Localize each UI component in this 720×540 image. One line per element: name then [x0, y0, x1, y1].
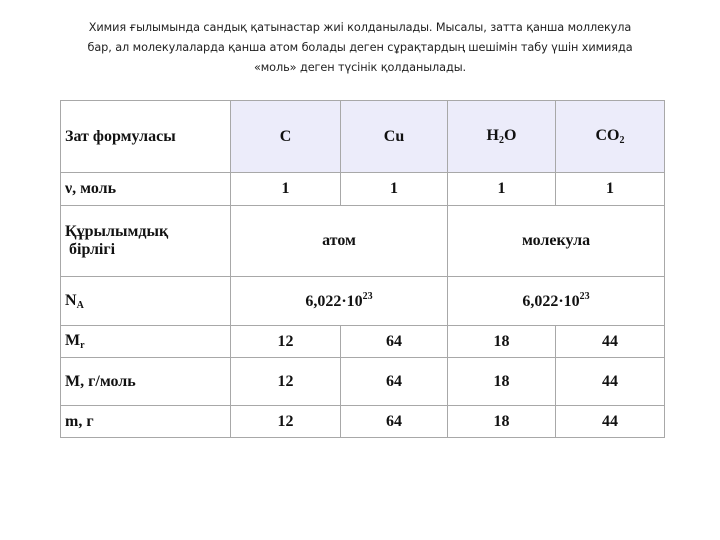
table-header-row	[61, 101, 665, 173]
cell-na-molecule	[448, 277, 665, 326]
table-row	[61, 326, 665, 358]
row-label-molar: M, г/моль	[61, 358, 231, 406]
mr-m: M	[65, 332, 81, 349]
header-c: C	[231, 101, 341, 173]
cell: 18	[448, 326, 556, 358]
h2o-o: O	[504, 127, 517, 144]
unit-label-line-2: бірлігі	[65, 241, 116, 258]
cell: 12	[231, 326, 341, 358]
na-mol-exp: 23	[579, 291, 590, 302]
cell: 64	[341, 406, 448, 438]
mole-table	[60, 100, 665, 438]
table-row	[61, 358, 665, 406]
row-label-mass: m, г	[61, 406, 231, 438]
header-label: Зат формуласы	[61, 101, 231, 173]
na-n: N	[65, 291, 77, 309]
cell: 1	[448, 173, 556, 206]
intro-line-2: бар, ал молекулаларда қанша атом болады деген сұрақтардың шешімін табу үшін химияда	[87, 41, 633, 54]
row-label-na	[61, 277, 231, 326]
header-cu: Cu	[341, 101, 448, 173]
cell: 18	[448, 406, 556, 438]
table-row	[61, 406, 665, 438]
cell: 64	[341, 326, 448, 358]
cell: 12	[231, 406, 341, 438]
cell: 12	[231, 358, 341, 406]
intro-paragraph	[40, 18, 680, 78]
cell-na-atom	[231, 277, 448, 326]
cell: 1	[231, 173, 341, 206]
cell: 1	[341, 173, 448, 206]
cell-atom: атом	[231, 206, 448, 277]
cell: 44	[556, 358, 665, 406]
na-atom-exp: 23	[362, 291, 373, 302]
co2-sub: 2	[619, 135, 625, 146]
co2-co: CO	[595, 127, 620, 144]
cell: 1	[556, 173, 665, 206]
intro-line-3: «моль» деген түсінік қолданылады.	[253, 61, 467, 74]
na-sub: A	[76, 299, 84, 311]
unit-label-line-1: Құрылымдық	[65, 223, 169, 240]
cell: 64	[341, 358, 448, 406]
cell: 44	[556, 406, 665, 438]
row-label-mr	[61, 326, 231, 358]
h2o-h: H	[486, 127, 499, 144]
header-h2o	[448, 101, 556, 173]
cell: 44	[556, 326, 665, 358]
h2o-sub: 2	[499, 135, 504, 146]
table-row	[61, 206, 665, 277]
na-atom-mantissa: 6,022·10	[305, 293, 363, 310]
row-label-unit	[61, 206, 231, 277]
na-mol-mantissa: 6,022·10	[522, 293, 580, 310]
table-row	[61, 277, 665, 326]
cell-molecule: молекула	[448, 206, 665, 277]
header-co2	[556, 101, 665, 173]
intro-line-1: Химия ғылымында сандық қатынастар жиі колданылады. Мысалы, затта қанша моллекула	[88, 21, 632, 34]
table-row	[61, 173, 665, 206]
row-label-nu: ν, моль	[61, 173, 231, 206]
cell: 18	[448, 358, 556, 406]
mr-sub: r	[80, 340, 85, 351]
